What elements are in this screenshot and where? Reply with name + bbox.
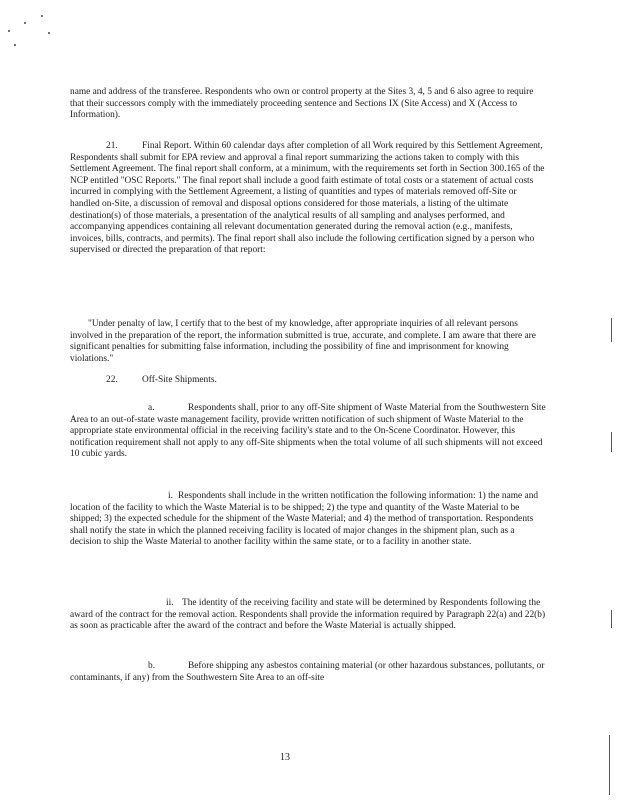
paragraph-22b-label: b.: [148, 661, 156, 671]
paragraph-22b: [70, 661, 548, 684]
scan-speck: [41, 15, 43, 17]
page-number: 13: [280, 752, 290, 763]
certification-quote-text: "Under penalty of law, I certify that to the best of my knowledge, after appropriate inquiries of all relevant persons involved in the preparation of the report, the information submitted is true, accurate, and complete. I am aware that there are significant penalties for submitting false information, including the possibility of fine and imprisonment for knowing violations.": [70, 319, 536, 364]
paragraph-21-text: Final Report. Within 60 calendar days after completion of all Work required by this Settlement Agreement, Respondents shall submit for EPA review and approval a final report summarizing the actions taken to comply with this Settlement Agreement. The final report shall conform, at a minimum, with the requirements set forth in Section 300.165 of the NCP entitled "OSC Reports." The final report shall include a good faith estimate of total costs or a statement of actual costs incurred in complying with the Settlement Agreement, a listing of quantities and types of materials removed off-Site or handled on-Site, a discussion of removal and disposal options considered for those materials, a listing of the ultimate destination(s) of those materials, a presentation of the analytical results of all sampling and analyses performed, and accompanying appendices containing all relevant documentation generated during the removal action (e.g., manifests, invoices, bills, contracts, and permits). The final report shall also include the following certification signed by a person who supervised or directed the preparation of that report:: [70, 141, 545, 256]
continuation-paragraph: name and address of the transferee. Respondents who own or control property at the Sites 3, 4, 5 and 6 also agree to require that their successors comply with the immediately proceeding sentence and Sections IX (Site Access) and X (Access to Information).: [70, 87, 534, 121]
paragraph-22a-ii-text: The identity of the receiving facility and state will be determined by Respondents following the award of the contract for the removal action. Respondents shall provide the information required by Paragraph 22(a) and 22(b) as soon as practicable after the award of the contract and before the Waste Material is actually shipped.: [70, 598, 546, 632]
margin-mark: [611, 610, 612, 628]
paragraph-21: [70, 141, 548, 257]
margin-mark: [611, 432, 612, 452]
margin-mark: [609, 735, 610, 795]
paragraph-22-heading: [70, 375, 548, 387]
paragraph-22-number: 22.: [106, 375, 118, 385]
paragraph-22a-text: Respondents shall, prior to any off-Site shipment of Waste Material from the Southwestern Site Area to an out-of-state waste management facility, provide written notification of such shipment of Waste Material to the appropriate state environmental official in the receiving facility's state and to the On-Scene Coordinator. However, this notification requirement shall not apply to any off-Site shipments when the total volume of all such shipments will not exceed 10 cubic yards.: [70, 403, 546, 460]
paragraph-22-title: Off-Site Shipments.: [142, 375, 217, 385]
paragraph-22b-text: Before shipping any asbestos containing material (or other hazardous substances, pollutants, or contaminants, if any) from the Southwestern Site Area to an off-site: [70, 661, 545, 683]
paragraph-21-number: 21.: [106, 141, 118, 151]
paragraph-22a-ii: [70, 598, 548, 633]
certification-quote: [70, 319, 550, 365]
paragraph-22a-label: a.: [148, 403, 155, 413]
paragraph-22a-i: [70, 491, 548, 549]
scan-speck: [14, 44, 16, 46]
paragraph-22a: [70, 403, 548, 461]
scan-speck: [48, 32, 50, 34]
scan-speck: [24, 22, 26, 24]
paragraph-22a-i-label: i.: [168, 491, 173, 501]
paragraph-22a-i-text: Respondents shall include in the written notification the following information: 1) the name and location of the facility to which the Waste Material is to be shipped; 2) the type and quantity of the Waste Material to be shipped; 3) the expected schedule for the shipment of the Waste Material; and 4) the method of transportation. Respondents shall notify the state in which the planned receiving facility is located of major changes in the shipment plan, such as a decision to ship the Waste Material to another facility within the same state, or to a facility in another state.: [70, 491, 539, 548]
paragraph-22a-ii-label: ii.: [166, 598, 174, 608]
margin-mark: [611, 318, 612, 342]
scan-speck: [8, 30, 10, 32]
